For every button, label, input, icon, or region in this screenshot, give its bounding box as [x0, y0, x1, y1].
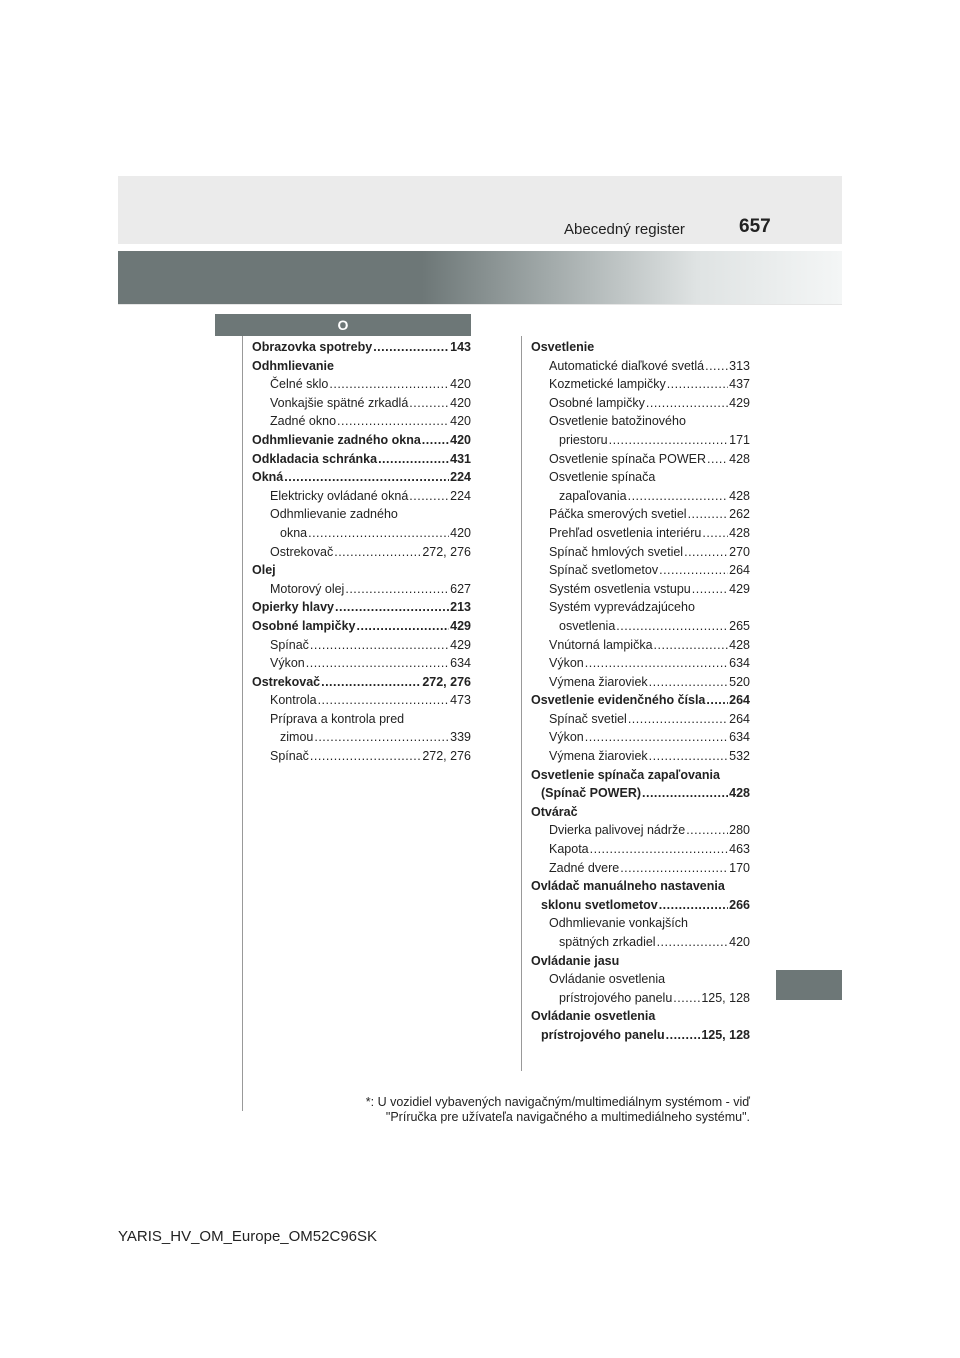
index-entry-page: 264	[729, 711, 750, 726]
index-entry-page: 125, 128	[701, 990, 750, 1005]
index-entry-page: 420	[450, 525, 471, 540]
index-entry-page: 429	[729, 581, 750, 596]
index-entry-leader	[422, 431, 449, 450]
index-entry	[531, 970, 750, 989]
footnote	[300, 1095, 750, 1125]
index-entry-page: 313	[729, 358, 750, 373]
index-entry	[531, 338, 750, 357]
index-entry-leader	[628, 487, 729, 506]
index-entry-page: 272, 276	[422, 749, 471, 764]
index-entry	[531, 561, 750, 580]
index-entry-leader	[686, 821, 728, 840]
index-entry-term: Výkon	[549, 656, 584, 671]
index-entry-term: okna	[280, 525, 308, 540]
index-entry-term: Čelné sklo	[270, 377, 329, 392]
index-entry	[252, 728, 471, 747]
index-entry-term: Zadné okno	[270, 414, 337, 429]
index-entry-page: 171	[729, 432, 750, 447]
index-entry-page: 473	[450, 693, 471, 708]
middle-column-rule	[521, 336, 522, 1071]
index-entry-leader	[649, 747, 728, 766]
index-entry-page: 431	[450, 451, 471, 466]
index-entry-term: Opierky hlavy	[252, 600, 334, 615]
index-entry-leader	[609, 431, 729, 450]
index-entry-page: 428	[729, 525, 750, 540]
index-entry-term: Príprava a kontrola pred	[270, 711, 405, 726]
index-entry-term: sklonu svetlometov	[541, 897, 658, 912]
index-entry	[252, 691, 471, 710]
index-entry-leader	[357, 617, 450, 636]
index-entry-leader	[308, 524, 449, 543]
index-entry-term: Osvetlenie batožinového	[549, 414, 686, 429]
index-entry-leader	[321, 673, 421, 692]
index-entry-term: Okná	[252, 470, 284, 485]
index-entry-term: priestoru	[559, 432, 608, 447]
index-entry-page: 428	[729, 488, 750, 503]
index-entry-leader	[284, 468, 449, 487]
index-entry-leader	[334, 543, 421, 562]
index-entry-page: 213	[450, 600, 471, 615]
index-entry-page: 264	[729, 693, 750, 708]
index-entry-term: Osvetlenie evidenčného čísla	[531, 693, 706, 708]
index-entry-term: Ovládanie osvetlenia	[531, 1009, 656, 1024]
index-entry-page: 634	[450, 656, 471, 671]
decorative-divider	[118, 304, 842, 305]
index-entry	[531, 1007, 750, 1026]
index-entry-leader	[335, 598, 449, 617]
index-entry-leader	[378, 450, 449, 469]
page-number: 657	[739, 216, 771, 237]
index-entry-page: 420	[450, 377, 471, 392]
index-entry-leader	[688, 505, 729, 524]
index-entry-leader	[667, 375, 728, 394]
index-entry	[531, 654, 750, 673]
index-entry-leader	[702, 524, 728, 543]
index-entry-term: Otvárač	[531, 804, 578, 819]
index-entry-page: 429	[450, 618, 471, 633]
index-entry	[531, 450, 750, 469]
left-column-rule	[242, 336, 243, 1111]
index-entry	[531, 468, 750, 487]
index-entry-page: 520	[729, 674, 750, 689]
chapter-side-tab	[776, 970, 842, 1000]
index-entry-page: 463	[729, 842, 750, 857]
index-entry	[531, 747, 750, 766]
index-entry	[252, 431, 471, 450]
index-entry-leader	[706, 691, 728, 710]
index-entry-term: Vnútorná lampička	[549, 637, 653, 652]
index-entry	[252, 561, 471, 580]
index-entry-leader	[318, 691, 450, 710]
index-entry-leader	[657, 933, 729, 952]
index-entry-term: Osobné lampičky	[252, 618, 356, 633]
index-entry-leader	[705, 357, 728, 376]
index-entry-term: Prehľad osvetlenia interiéru	[549, 525, 702, 540]
index-entry	[252, 468, 471, 487]
index-entry-leader	[642, 784, 728, 803]
index-entry-term: Odhmlievanie	[252, 358, 334, 373]
index-entry-leader	[654, 636, 729, 655]
index-entry	[531, 914, 750, 933]
index-entry-term: Ovládanie osvetlenia	[549, 972, 666, 987]
index-entry-leader	[585, 654, 728, 673]
index-entry	[252, 394, 471, 413]
index-entry-leader	[310, 636, 449, 655]
index-column-left	[252, 338, 471, 766]
index-entry	[531, 636, 750, 655]
index-entry-term: Výkon	[549, 730, 584, 745]
index-entry-term: Výmena žiaroviek	[549, 674, 648, 689]
index-entry	[531, 877, 750, 896]
index-entry-leader	[707, 450, 728, 469]
index-entry-term: Systém vyprevádzajúceho	[549, 600, 695, 615]
index-entry	[531, 598, 750, 617]
index-entry	[252, 747, 471, 766]
index-entry	[252, 710, 471, 729]
index-entry-page: 428	[729, 786, 750, 801]
index-entry-leader	[620, 859, 728, 878]
index-entry-term: Spínač svetiel	[549, 711, 627, 726]
index-entry	[531, 766, 750, 785]
index-entry	[252, 357, 471, 376]
index-entry-term: Výmena žiaroviek	[549, 749, 648, 764]
index-entry-leader	[616, 617, 728, 636]
index-entry-term: Zadné dvere	[549, 860, 620, 875]
index-entry	[531, 394, 750, 413]
index-entry-page: 420	[450, 432, 471, 447]
index-entry-page: 627	[450, 581, 471, 596]
index-entry-leader	[628, 710, 728, 729]
index-entry	[531, 375, 750, 394]
index-entry-page: 634	[729, 656, 750, 671]
index-entry-page: 270	[729, 544, 750, 559]
index-entry-term: Ostrekovač	[270, 544, 334, 559]
index-entry	[252, 450, 471, 469]
index-entry	[531, 840, 750, 859]
index-entry	[252, 543, 471, 562]
index-entry	[252, 375, 471, 394]
document-code: YARIS_HV_OM_Europe_OM52C96SK	[118, 1228, 378, 1245]
index-entry-term: Osvetlenie spínača zapaľovania	[531, 767, 720, 782]
index-entry	[531, 431, 750, 450]
index-entry-term: Kozmetické lampičky	[549, 377, 666, 392]
index-column-right	[531, 338, 750, 1045]
index-entry	[531, 617, 750, 636]
index-entry-page: 143	[450, 340, 471, 354]
index-entry	[531, 691, 750, 710]
index-entry-term: Spínač hmlových svetiel	[549, 544, 684, 559]
index-entry-leader	[646, 394, 728, 413]
index-entry-term: Osobné lampičky	[549, 395, 645, 410]
index-entry-page: 429	[450, 637, 471, 652]
index-entry-term: Ostrekovač	[252, 674, 321, 689]
index-entry	[531, 803, 750, 822]
index-entry	[531, 989, 750, 1008]
index-entry-term: Ovládač manuálneho nastavenia	[531, 879, 725, 894]
index-entry-term: Obrazovka spotreby	[252, 340, 373, 354]
index-entry-term: Odhmlievanie vonkajších	[549, 916, 688, 931]
footnote-line-1: *: U vozidiel vybavených navigačným/multimediálnym systémom - viď	[365, 1095, 750, 1109]
index-entry-term: (Spínač POWER)	[541, 786, 642, 801]
index-entry	[252, 412, 471, 431]
index-entry-leader	[329, 375, 449, 394]
index-entry	[531, 784, 750, 803]
index-entry-page: 224	[450, 488, 471, 503]
index-entry-term: Spínač svetlometov	[549, 563, 659, 578]
index-entry	[531, 821, 750, 840]
index-entry-leader	[314, 728, 449, 747]
index-entry	[531, 710, 750, 729]
index-entry	[252, 598, 471, 617]
index-entry-leader	[684, 543, 728, 562]
index-entry-term: Výkon	[270, 656, 305, 671]
index-entry-term: prístrojového panelu	[541, 1027, 665, 1042]
index-entry	[531, 505, 750, 524]
index-entry-page: 170	[729, 860, 750, 875]
index-entry	[252, 524, 471, 543]
index-entry	[252, 617, 471, 636]
index-entry	[531, 859, 750, 878]
index-entry	[252, 636, 471, 655]
index-entry-leader	[585, 728, 728, 747]
index-entry-term: Ovládanie jasu	[531, 953, 620, 968]
index-entry	[531, 896, 750, 915]
index-entry-leader	[649, 673, 728, 692]
index-entry-term: Osvetlenie spínača POWER	[549, 451, 707, 466]
index-entry-term: Automatické diaľkové svetlá	[549, 358, 705, 373]
index-entry-page: 262	[729, 507, 750, 522]
index-entry	[531, 357, 750, 376]
index-entry-page: 634	[729, 730, 750, 745]
index-entry	[531, 580, 750, 599]
section-letter-tab: O	[215, 314, 471, 336]
index-entry	[531, 933, 750, 952]
index-entry-term: prístrojového panelu	[559, 990, 673, 1005]
index-entry-leader	[666, 1026, 701, 1045]
index-entry-page: 125, 128	[701, 1027, 750, 1042]
index-entry	[531, 952, 750, 971]
index-entry-term: Olej	[252, 563, 276, 578]
index-entry-term: Vonkajšie spätné zrkadlá	[270, 395, 409, 410]
header-band	[118, 176, 842, 244]
index-entry-term: Dvierka palivovej nádrže	[549, 823, 686, 838]
index-entry-term: Spínač	[270, 637, 309, 652]
index-entry-leader	[306, 654, 449, 673]
footnote-line-2: "Príručka pre užívateľa navigačného a multimediálneho systému".	[385, 1110, 750, 1124]
index-entry-leader	[373, 338, 449, 357]
index-entry-term: Spínač	[270, 749, 309, 764]
index-entry-page: 339	[450, 730, 471, 745]
index-entry-term: Osvetlenie spínača	[549, 470, 656, 485]
index-entry-term: Kontrola	[270, 693, 317, 708]
index-entry-term: zapaľovania	[559, 488, 627, 503]
index-entry-leader	[659, 896, 728, 915]
index-entry-page: 272, 276	[422, 674, 471, 689]
index-entry	[252, 580, 471, 599]
index-entry	[252, 654, 471, 673]
index-entry	[531, 728, 750, 747]
page-title: Abecedný register	[564, 221, 685, 238]
index-entry-leader	[659, 561, 728, 580]
index-entry-term: Motorový olej	[270, 581, 345, 596]
index-entry	[531, 487, 750, 506]
index-entry-leader	[409, 394, 449, 413]
index-entry	[531, 412, 750, 431]
index-entry	[531, 673, 750, 692]
index-entry	[252, 673, 471, 692]
index-entry-page: 420	[450, 395, 471, 410]
index-entry-page: 428	[729, 637, 750, 652]
index-entry	[252, 487, 471, 506]
index-entry-page: 265	[729, 618, 750, 633]
index-entry-page: 428	[729, 451, 750, 466]
index-entry	[531, 524, 750, 543]
index-entry-page: 532	[729, 749, 750, 764]
index-entry-page: 224	[450, 470, 471, 485]
index-entry-leader	[590, 840, 729, 859]
decorative-gradient-band	[118, 251, 842, 304]
index-entry-term: Odhmlievanie zadného okna	[252, 432, 421, 447]
index-entry	[531, 543, 750, 562]
index-entry-page: 429	[729, 395, 750, 410]
index-entry-page: 266	[729, 897, 750, 912]
index-entry-term: Elektricky ovládané okná	[270, 488, 409, 503]
index-entry-term: Páčka smerových svetiel	[549, 507, 687, 522]
index-entry-term: zimou	[280, 730, 314, 745]
index-entry-leader	[345, 580, 449, 599]
index-entry-page: 420	[450, 414, 471, 429]
index-entry	[252, 505, 471, 524]
index-entry-leader	[310, 747, 421, 766]
index-entry-page: 264	[729, 563, 750, 578]
index-entry-page: 420	[729, 935, 750, 949]
index-entry-term: Odhmlievanie zadného	[270, 507, 398, 522]
index-entry-leader	[673, 989, 700, 1008]
index-entry	[531, 1026, 750, 1045]
index-entry-leader	[409, 487, 449, 506]
index-entry-page: 437	[729, 377, 750, 392]
index-entry-term: Osvetlenie	[531, 340, 595, 354]
index-entry-term: spätných zrkadiel	[559, 935, 656, 949]
index-entry-term: osvetlenia	[559, 618, 616, 633]
index-entry-term: Odkladacia schránka	[252, 451, 378, 466]
index-entry-page: 272, 276	[422, 544, 471, 559]
index-entry-term: Systém osvetlenia vstupu	[549, 581, 691, 596]
index-entry-leader	[692, 580, 728, 599]
index-entry-page: 280	[729, 823, 750, 838]
index-entry	[252, 338, 471, 357]
index-entry-leader	[337, 412, 449, 431]
index-entry-term: Kapota	[549, 842, 589, 857]
